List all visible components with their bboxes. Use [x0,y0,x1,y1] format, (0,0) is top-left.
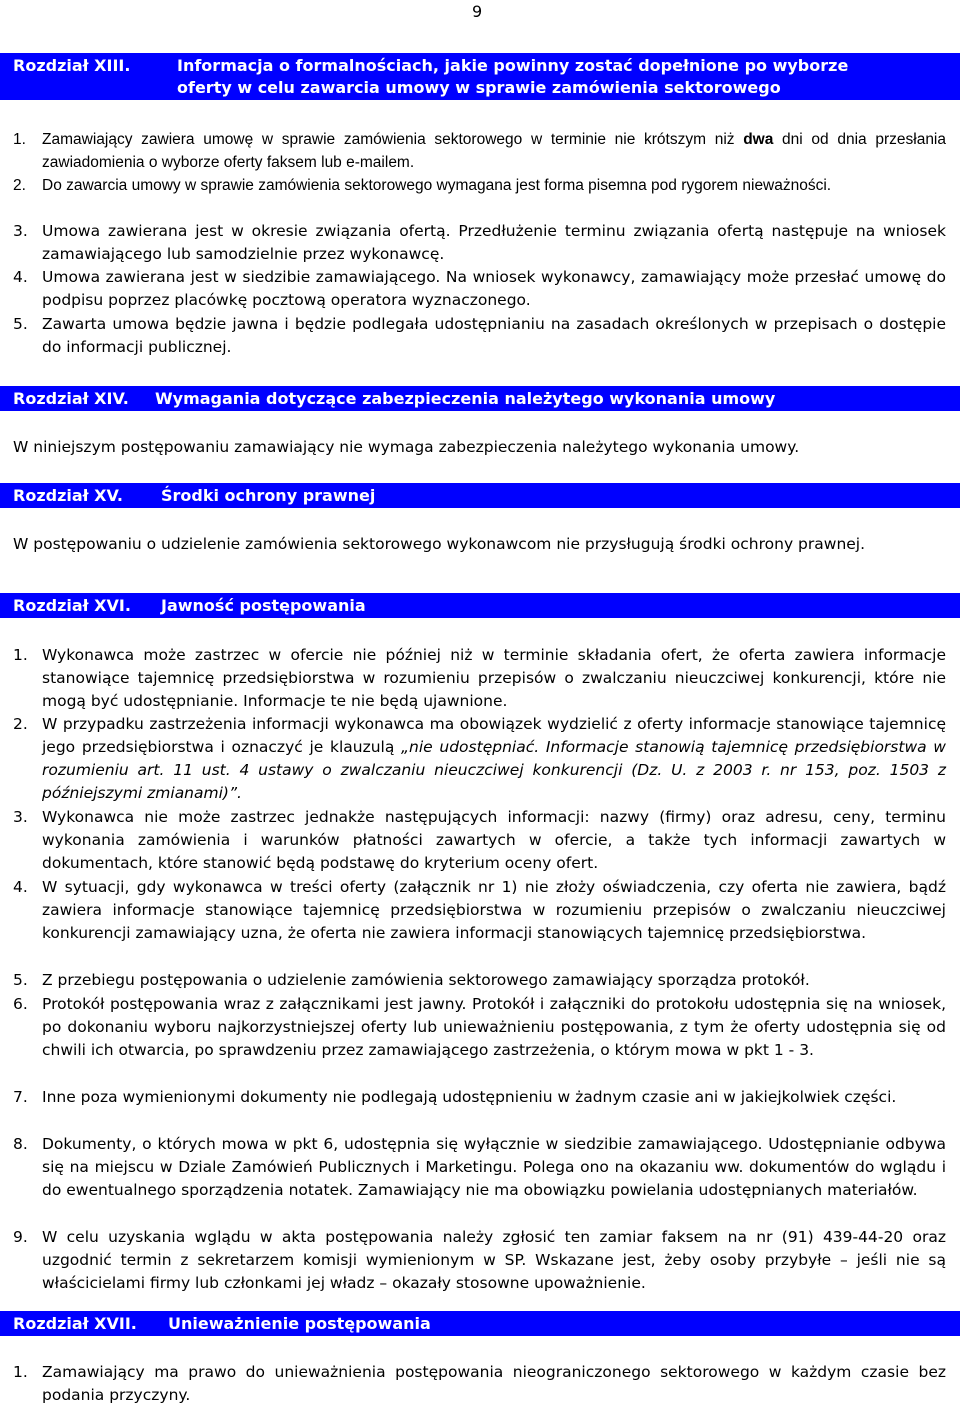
item-number: 1. [13,1363,28,1381]
item-text: Wykonawca może zastrzec w ofercie nie później niż w terminie składania ofert, że oferta zawiera informacje stanowiące tajemnicę przedsiębiorstwa w rozumieniu przepisów o zwalczaniu nieuczciwej konkurencji, które nie mogą być udostępnianie. Informacje te nie będą ujawnione. [42,646,946,710]
chapter-body: W niniejszym postępowaniu zamawiający nie wymaga zabezpieczenia należytego wykonania umowy. [13,438,800,456]
chapter-title-line2: oferty w celu zawarcia umowy w sprawie zamówienia sektorowego [177,78,781,97]
list-item [13,128,946,174]
item-text: Do zawarcia umowy w sprawie zamówienia sektorowego wymagana jest forma pisemna pod rygorem nieważności. [42,177,832,194]
list-item [13,220,946,266]
page-number: 9 [472,2,483,21]
item-number: 9. [13,1228,28,1246]
chapter-label: Rozdział XIV. [13,389,129,408]
list-item [13,876,946,968]
item-number: 2. [13,715,28,733]
item-text: Wykonawca nie może zastrzec jednakże następujących informacji: nazwy (firmy) oraz adresu, ceny, terminu wykonania zamówienia i warunków płatności zawartych w ofercie, a także tych informacji zawartych w dokumentach, które stanowić będą podstawę do kryterium oceny ofert. [42,808,946,872]
chapter-header-xvii [0,1311,960,1336]
item-text [42,713,946,805]
item-text: Protokół postępowania wraz z załącznikami jest jawny. Protokół i załączniki do protokołu udostępnia się na wniosek, po dokonaniu wyboru najkorzystniejszej oferty lub unieważnieniu postępowania, z tym że oferty udostępnia się od chwili ich otwarcia, po sprawdzeniu przez zamawiającego zastrzeżenia, o którym mowa w pkt 1 - 3. [42,995,946,1059]
item-text-italic: „nie udostępniać. Informacje stanowią tajemnicę przedsiębiorstwa w rozumieniu art. 11 ust. 4 ustawy o zwalczaniu nieuczciwej konkurencji (Dz. U. z 2003 r. nr 153, poz. 1503 z późniejszymi zmianami)”. [42,738,946,802]
item-number: 4. [13,268,28,286]
item-number: 4. [13,878,28,896]
chapter-label: Rozdział XVI. [13,596,131,615]
chapter-label: Rozdział XIII. [13,56,131,75]
chapter-label: Rozdział XV. [13,486,123,505]
list-item [13,806,946,875]
item-number: 5. [13,971,28,989]
item-text: Zamawiający zawiera umowę w sprawie zamówienia sektorowego w terminie nie krótszym niż dwa dni od dnia przesłania zawiadomienia o wyborze oferty faksem lub e-mailem. [42,131,947,171]
item-number: 1. [13,646,28,664]
list-item [13,266,946,312]
list-item [13,644,946,713]
item-text: Dokumenty, o których mowa w pkt 6, udostępnia się wyłącznie w siedzibie zamawiającego. Udostępnianie odbywa się na miejscu w Dziale Zamówień Publicznych i Marketingu. Polega ono na okazaniu ww. dokumentów do wglądu i do ewentualnego sporządzenia notatek. Zamawiający nie ma obowiązku powielania udostępnianych materiałów. [42,1135,946,1199]
emphasis-bold: dwa [743,131,774,148]
item-number: 6. [13,995,28,1013]
chapter-body: W postępowaniu o udzielenie zamówienia sektorowego wykonawcom nie przysługują środki ochrony prawnej. [13,535,866,553]
chapter-title-line1: Informacja o formalnościach, jakie powinny zostać dopełnione po wyborze [177,56,849,75]
item-text: W celu uzyskania wglądu w akta postępowania należy zgłosić ten zamiar faksem na nr (91) 439-44-20 oraz uzgodnić termin z sekretarzem komisji wymienionym w SP. Wskazane jest, żeby osoby przybyłe – jeśli nie są właścicielami firmy lub członkami jej władz – okazały stosowne upoważnienie. [42,1228,946,1292]
chapter-header-xvi [0,593,960,618]
item-text: Umowa zawierana jest w okresie związania ofertą. Przedłużenie terminu związania ofertą następuje na wniosek zamawiającego lub samodzielnie przez wykonawcę. [42,222,946,263]
item-text: W sytuacji, gdy wykonawca w treści oferty (załącznik nr 1) nie złoży oświadczenia, czy oferta nie zawiera, bądź zawiera informacje stanowiące tajemnicę przedsiębiorstwa w rozumieniu przepisów o zwalczaniu nieuczciwej konkurencji zamawiający uzna, że oferta nie zawiera informacji stanowiących tajemnicę przedsiębiorstwa. [42,878,946,942]
item-text: Inne poza wymienionymi dokumenty nie podlegają udostępnieniu w żadnym czasie ani w jakiejkolwiek części. [42,1088,897,1106]
item-number: 3. [13,222,28,240]
chapter-header-xiii [0,53,960,100]
item-text: Z przebiegu postępowania o udzielenie zamówienia sektorowego zamawiający sporządza protokół. [42,971,810,989]
list-item [13,993,946,1085]
item-number: 1. [13,131,26,148]
item-number: 7. [13,1088,28,1106]
list-item [13,1086,946,1132]
chapter-title: Jawność postępowania [161,596,366,615]
list-item [13,174,946,220]
list-item [13,713,946,805]
item-number: 5. [13,315,28,333]
item-text: Zamawiający ma prawo do unieważnienia postępowania nieograniczonego sektorowego w każdym czasie bez podania przyczyny. [42,1363,946,1404]
list-item [13,313,946,359]
item-number: 2. [13,177,26,194]
chapter-header-xiv [0,386,960,411]
chapter-title: Wymagania dotyczące zabezpieczenia należytego wykonania umowy [155,389,776,408]
item-text: Zawarta umowa będzie jawna i będzie podlegała udostępnianiu na zasadach określonych w przepisach o dostępie do informacji publicznej. [42,315,946,356]
item-text: Umowa zawierana jest w siedzibie zamawiającego. Na wniosek wykonawcy, zamawiający może przesłać umowę do podpisu poprzez placówkę pocztową operatora wyznaczonego. [42,268,946,309]
chapter-title: Unieważnienie postępowania [168,1314,431,1333]
list-item [13,1133,946,1225]
item-number: 3. [13,808,28,826]
item-text-plain: W przypadku zastrzeżenia informacji wykonawca ma obowiązek wydzielić z oferty informacje stanowiące tajemnicę jego przedsiębiorstwa i oznaczyć je klauzulą [42,715,946,756]
list-item [13,1226,946,1295]
list-item [13,1361,946,1407]
chapter-title: Środki ochrony prawnej [161,486,376,505]
chapter-label: Rozdział XVII. [13,1314,137,1333]
list-item [13,969,946,992]
chapter-header-xv [0,483,960,508]
item-number: 8. [13,1135,28,1153]
